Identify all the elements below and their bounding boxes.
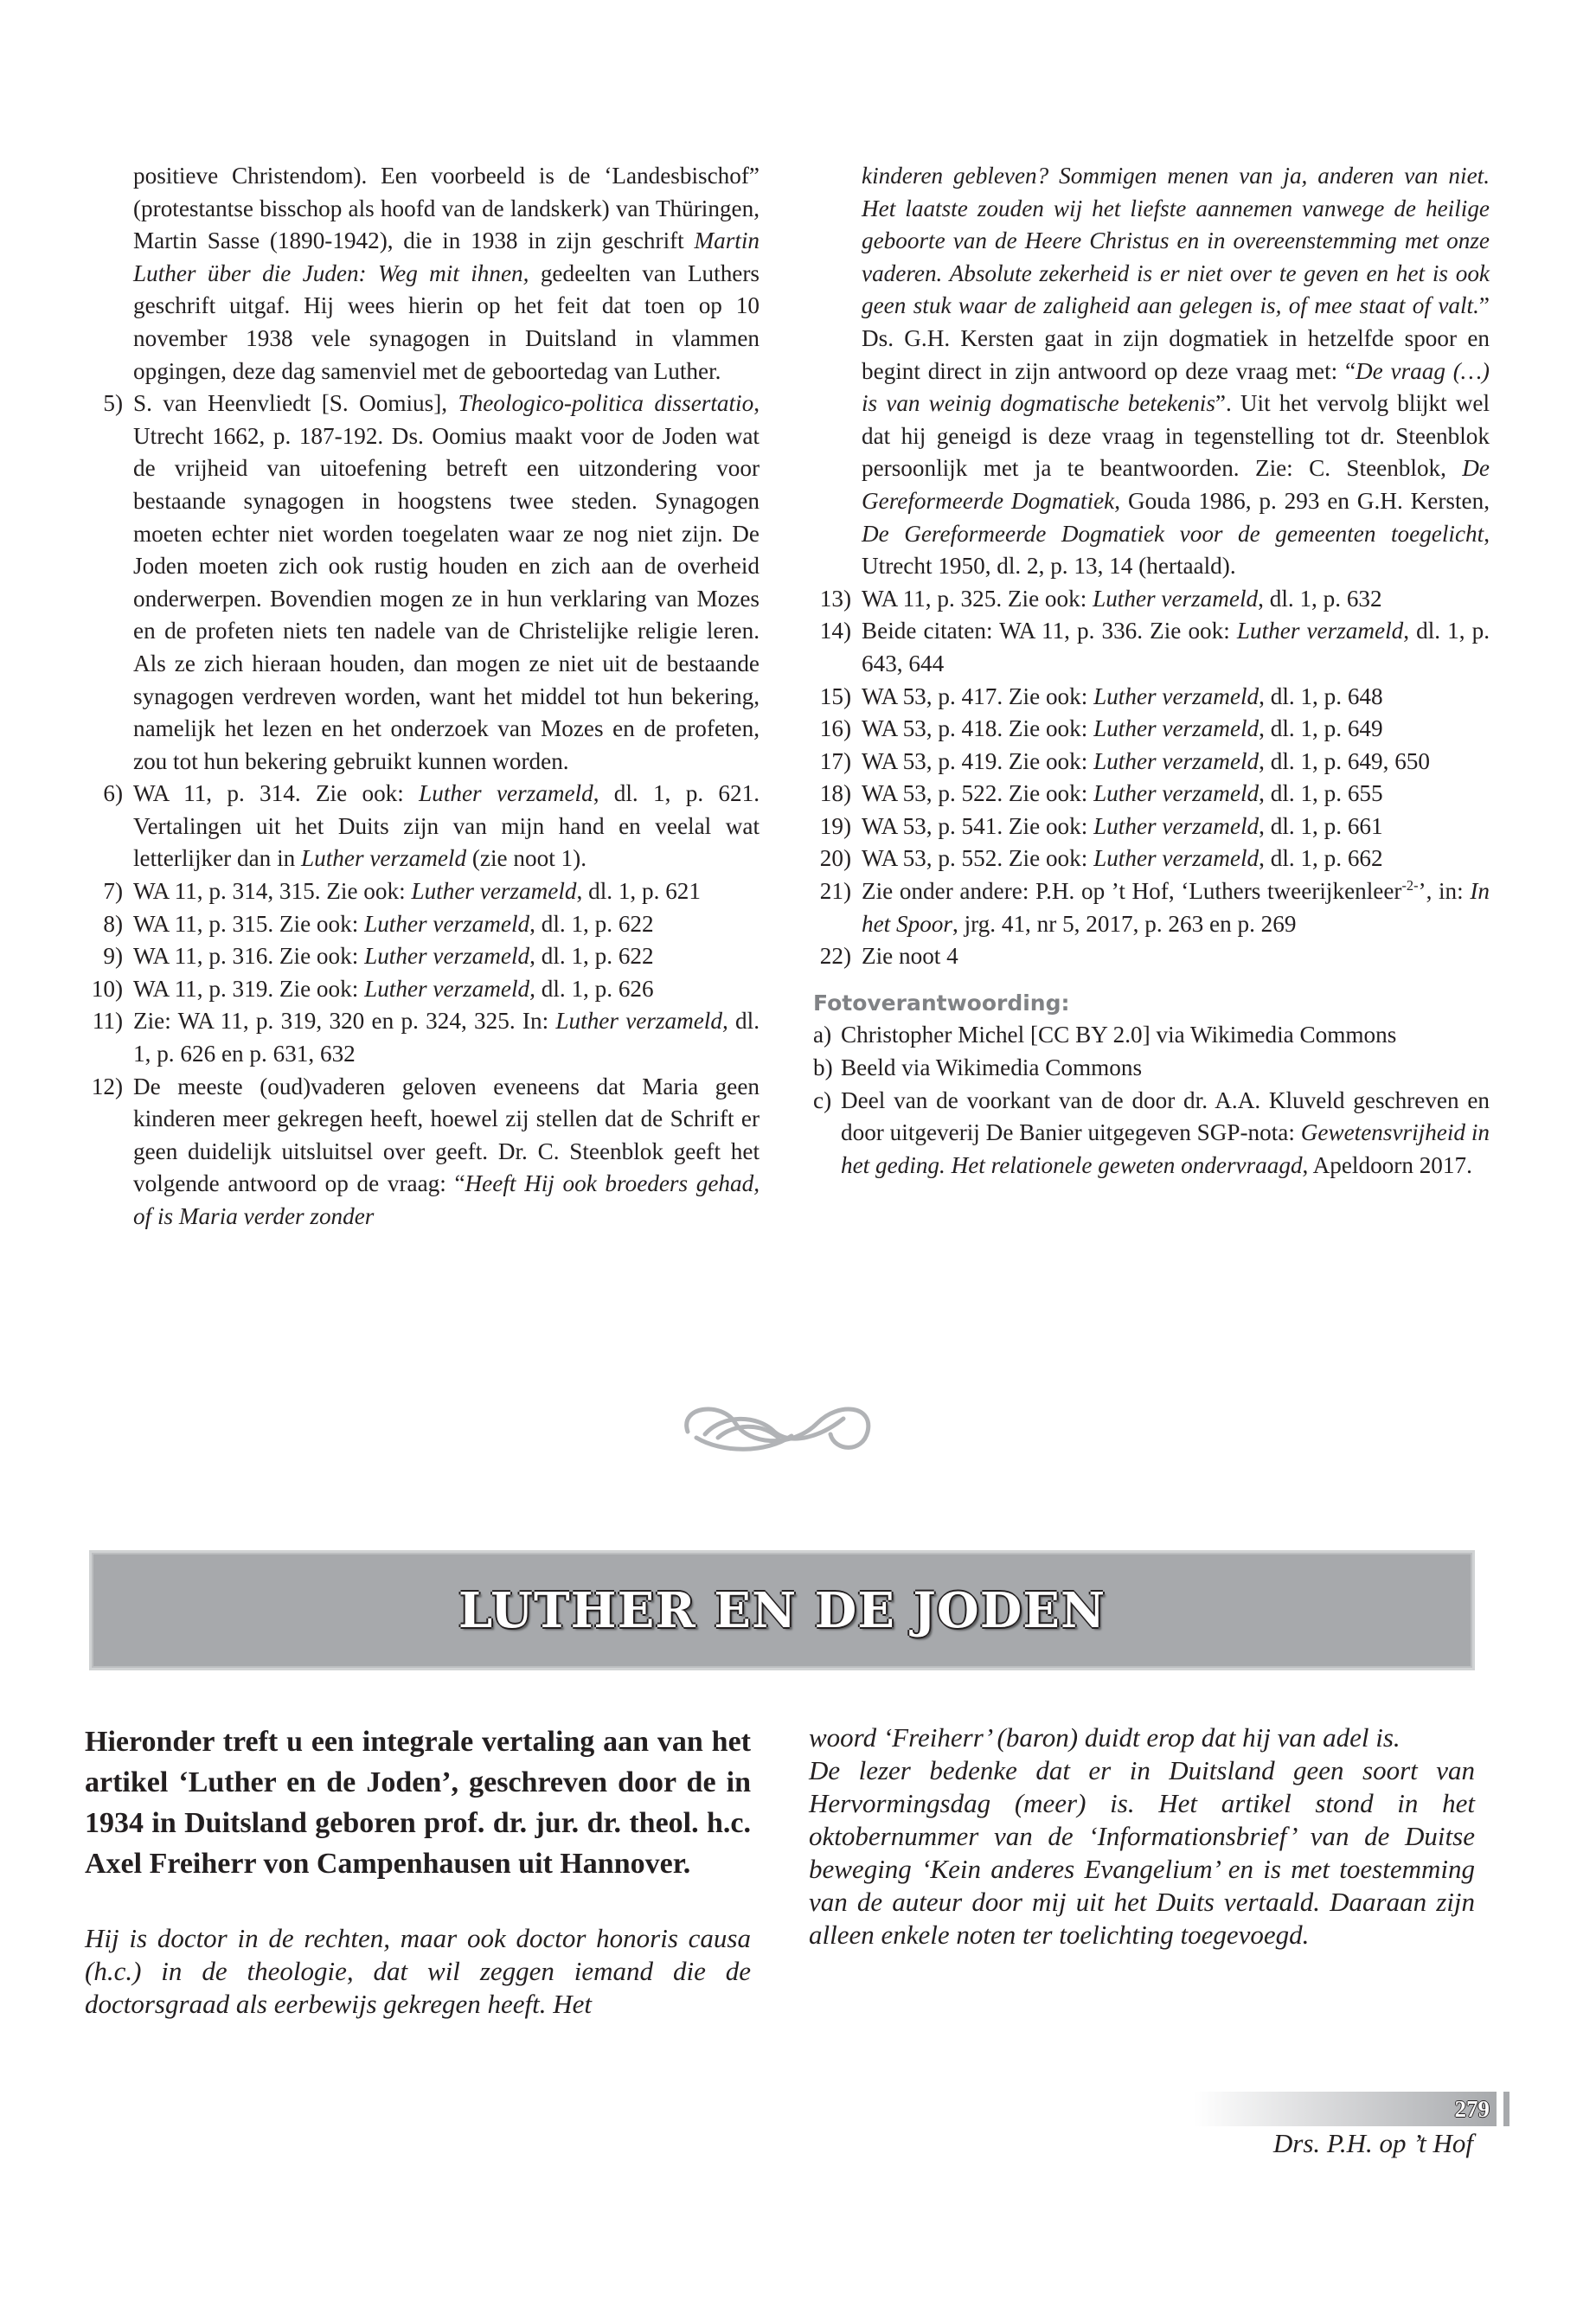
footnote [813, 713, 1490, 746]
text-run: WA 53, p. 418. Zie ook: [862, 715, 1094, 742]
intro-italic-paragraph-right-2: De lezer bedenke dat er in Duitsland geen soort van Hervormingsdag (meer) is. Het artikel stond in het oktobernummer van de ‘Informationsbrief’ van de Duitse beweging ‘Kein anderes Evangelium’ en is met toestemming van de auteur door mij uit het Duits vertaald. Daaraan zijn alleen enkele noten ter toelichting toegevoegd. [809, 1755, 1475, 1950]
footnote-number: 17) [819, 747, 851, 774]
text-run: WA 53, p. 419. Zie ook: [862, 747, 1094, 774]
footnote-12-continuation [813, 160, 1490, 583]
footnote [85, 908, 760, 941]
footnote-number: 15) [819, 683, 851, 709]
footnote-number: 19) [819, 812, 851, 839]
text-run: ”. Uit het vervolg blijkt wel dat hij geneigd is deze vraag in tegenstelling tot dr. Steenblok persoonlijk met ja te beantwoorden. Zie: C. Steenblok, [862, 390, 1490, 482]
photo-credit-label: c) [813, 1086, 832, 1113]
text-run: S. van Heenvliedt [S. Oomius], [133, 390, 458, 417]
photo-credit-text [841, 1019, 1490, 1052]
text-run: WA 53, p. 417. Zie ook: [862, 683, 1094, 709]
footnote [85, 940, 760, 973]
footnote [85, 1071, 760, 1234]
italic-text: Heeft Hij ook broeders gehad, of is Maria verder zonder [133, 1170, 760, 1229]
italic-text: kinderen gebleven? Sommigen menen van ja, anderen van niet. Het laatste zouden wij het liefste aannemen vanwege de heilige geboorte van de Heere Christus en in overeenstemming met onze vaderen. Absolute zekerheid is er niet over te geven en het is ook geen stuk waar de zaligheid aan gelegen is, of mee staat of valt. [862, 163, 1490, 319]
italic-text: Luther verzameld [1093, 780, 1259, 807]
footnote-text [133, 973, 760, 1006]
text-run: Zie: WA 11, p. 319, 320 en p. 324, 325. In: [133, 1008, 556, 1035]
text-run: WA 11, p. 314, 315. Zie ook: [133, 878, 412, 905]
photo-credits-heading: Fotoverantwoording: [813, 990, 1070, 1016]
italic-text: Luther verzameld [1093, 812, 1259, 839]
text-run: , Utrecht 1950, dl. 2, p. 13, 14 (hertaald). [862, 520, 1490, 580]
footnote-text [133, 940, 760, 973]
footnote [813, 811, 1490, 843]
footnote [85, 1005, 760, 1070]
footnote-text [862, 843, 1490, 875]
text-run: , dl. 1, p. 648 [1259, 683, 1383, 709]
text-run: , dl. 1, p. 622 [529, 943, 654, 970]
text-run: , dl. 1, p. 661 [1259, 812, 1383, 839]
text-run: Christopher Michel [CC BY 2.0] via Wikimedia Commons [841, 1022, 1397, 1048]
italic-text: Luther verzameld [301, 845, 467, 872]
text-run: ’, in: [1418, 878, 1471, 905]
footnote-text [133, 1005, 760, 1070]
footnote-text [862, 940, 1490, 973]
italic-text: Luther verzameld [1093, 845, 1259, 872]
text-run: Zie noot 4 [862, 943, 958, 970]
footnote [85, 778, 760, 875]
text-run: WA 53, p. 522. Zie ook: [862, 780, 1094, 807]
footnote-number: 22) [819, 943, 851, 970]
text-run: , dl. 1, p. 662 [1259, 845, 1383, 872]
footnote [85, 875, 760, 908]
text-run: Zie onder andere: P.H. op ’t Hof, ‘Luthers tweerijkenleer [862, 878, 1402, 905]
italic-text: Martin Luther über die Juden: Weg mit ihnen, [133, 228, 760, 286]
text-run: De meeste (oud)vaderen geloven eveneens dat Maria geen kinderen meer gekregen heeft, hoewel zij stellen dat de Schrift er geen duidelijk uitsluitsel over geeft. Dr. C. Steenblok geeft het volgende antwoord op de vraag: “ [133, 1073, 760, 1197]
photo-credit-label: b) [813, 1054, 833, 1081]
decorative-flourish-ornament [670, 1384, 887, 1462]
text-run: , dl. 1, p. 655 [1259, 780, 1383, 807]
text-run: , dl. 1, p. 649, 650 [1259, 747, 1430, 774]
text-run: positieve Christendom). Een voorbeeld is de ‘Landesbischof” (protestantse bisschop als hoofd van de landskerk) van Thüringen, Martin Sasse (1890-1942), die in 1938 in zijn geschrift [133, 163, 760, 254]
footnote-number: 13) [819, 585, 851, 612]
text-run: dl. 1, p. 626 [535, 975, 654, 1002]
footnote [813, 940, 1490, 973]
footnote [813, 843, 1490, 875]
photo-credits-list [813, 1019, 1490, 1182]
text-run: ” Ds. G.H. Kersten gaat in zijn dogmatiek in hetzelfde spoor en begint direct in zijn antwoord op deze vraag met: “ [862, 292, 1490, 384]
footnote-text [133, 388, 760, 778]
footnote-number: 10) [91, 975, 123, 1002]
text-run: Beeld via Wikimedia Commons [841, 1054, 1143, 1081]
footnote-number: 14) [819, 618, 851, 644]
text-run: WA 11, p. 319. Zie ook: [133, 975, 365, 1002]
text-run: Beide citaten: WA 11, p. 336. Zie ook: [862, 618, 1237, 644]
footnote-text [133, 908, 760, 941]
italic-text: Luther verzameld [1093, 683, 1259, 709]
italic-text: Luther verzameld, [555, 1008, 728, 1035]
text-run: , Gouda 1986, p. 293 en G.H. Kersten, [1114, 487, 1490, 514]
footnote-number: 21) [819, 878, 851, 905]
text-run: WA 11, p. 315. Zie ook: [133, 910, 365, 937]
italic-text: Luther verzameld [364, 943, 530, 970]
footnote-text [133, 778, 760, 875]
footnote [813, 583, 1490, 616]
text-run: WA 11, p. 316. Zie ook: [133, 943, 365, 970]
italic-text: Luther verzameld [364, 910, 530, 937]
footnote-text [862, 875, 1490, 940]
text-run: , Apeldoorn 2017. [1302, 1151, 1472, 1178]
footnote-number: 8) [103, 910, 123, 937]
footnote [813, 778, 1490, 811]
intro-lead-paragraph: Hieronder treft u een integrale vertaling aan van het artikel ‘Luther en de Joden’, geschreven door de in 1934 in Duitsland geboren prof. dr. jur. dr. theol. h.c. Axel Freiherr von Campenhausen uit Hannover. [85, 1726, 751, 1880]
footnote-text [862, 811, 1490, 843]
italic-text: De Gereformeerde Dogmatiek [862, 455, 1490, 514]
text-run: , dl. 1, p. 643, 644 [862, 618, 1490, 676]
italic-text: Luther verzameld [1093, 747, 1259, 774]
footnote-number: 9) [103, 943, 123, 970]
footnote [813, 746, 1490, 779]
italic-text: Luther verzameld [1236, 618, 1404, 644]
footnote [813, 615, 1490, 680]
italic-text: Luther verzameld [1093, 585, 1259, 612]
footnote [85, 973, 760, 1006]
footnote-number: 12) [91, 1073, 123, 1099]
italic-text: In het Spoor [862, 878, 1490, 937]
footnote-text [133, 1071, 760, 1234]
italic-text: De Gereformeerde Dogmatiek voor de gemeenten toegelicht [862, 520, 1484, 547]
intro-italic-paragraph-left: Hij is doctor in de rechten, maar ook doctor honoris causa (h.c.) in de theologie, dat wil zeggen iemand die de doctorsgraad als eerbewijs gekregen heeft. Het [85, 1923, 751, 2019]
footnote-number: 6) [103, 780, 123, 807]
text-run: (zie noot 1). [466, 845, 586, 872]
footnote-text [133, 875, 760, 908]
footnote-number: 20) [819, 845, 851, 872]
footnote [813, 681, 1490, 714]
text-run: , dl. 1, p. 621. Vertalingen uit het Duits zijn van mijn hand en veelal wat letterlijker dan in [133, 780, 760, 872]
footnotes-right-column [813, 160, 1490, 1182]
intro-italic-paragraph-right-1: woord ‘Freiherr’ (baron) duidt erop dat hij van adel is. [809, 1722, 1401, 1753]
text-run: dl. 1, p. 626 en p. 631, 632 [133, 1008, 760, 1067]
footnote-text [862, 583, 1490, 616]
text-run: , dl. 1, p. 621 [576, 878, 701, 905]
article-title: LUTHER EN DE JODEN [458, 1581, 1106, 1639]
article-title-banner [89, 1550, 1475, 1670]
photo-credit-label: a) [813, 1022, 832, 1048]
photo-credit-item [813, 1085, 1490, 1183]
footnote-text [862, 713, 1490, 746]
text-run: WA 11, p. 314. Zie ook: [133, 780, 420, 807]
footnote-text [862, 681, 1490, 714]
footnote [85, 388, 760, 778]
text-run: , dl. 1, p. 632 [1258, 585, 1382, 612]
footnote-text [862, 615, 1490, 680]
footnote-4-continuation [85, 160, 760, 388]
text-run: WA 53, p. 541. Zie ook: [862, 812, 1094, 839]
italic-text: Gewetensvrijheid in het geding. Het relationele geweten ondervraagd [841, 1119, 1490, 1178]
page-footer-end-mark [1503, 2092, 1509, 2126]
text-run: WA 53, p. 552. Zie ook: [862, 845, 1094, 872]
photo-credit-text [841, 1085, 1490, 1183]
italic-text: Luther verzameld [419, 780, 593, 807]
page-number: 279 [1454, 2096, 1490, 2122]
photo-credit-item [813, 1019, 1490, 1052]
italic-text: Luther verzameld [411, 878, 577, 905]
italic-text: De vraag (…) is van weinig dogmatische betekenis [862, 357, 1490, 417]
text-run: Deel van de voorkant van de door dr. A.A. Kluveld geschreven en door uitgeverij De Banier uitgegeven SGP-nota: [841, 1086, 1490, 1146]
italic-text: Theologico-politica dissertatio [458, 390, 754, 417]
photo-credit-text [841, 1052, 1490, 1085]
footnote-number: 11) [92, 1008, 123, 1035]
text-run: , dl. 1, p. 649 [1259, 715, 1383, 742]
footnote-text [862, 746, 1490, 779]
footnote-text [862, 778, 1490, 811]
footnote-number: 7) [103, 878, 123, 905]
footnotes-left-column [85, 160, 760, 1234]
text-run: , jrg. 41, nr 5, 2017, p. 263 en p. 269 [952, 910, 1297, 937]
intro-italic-right-column [809, 1721, 1475, 1952]
text-run: WA 11, p. 325. Zie ook: [862, 585, 1093, 612]
footnotes-list-right [813, 583, 1490, 973]
text-run: gedeelten van Luthers geschrift uitgaf. Hij wees hierin op het feit dat toen op 10 november 1938 vele synagogen in Duitsland in vlammen opgingen, deze dag samenviel met de geboortedag van Luther. [133, 260, 760, 384]
text-run: , Utrecht 1662, p. 187-192. Ds. Oomius maakt voor de Joden wat de vrijheid van uitoefening betreft een uitzondering voor bestaande synagogen in hoogstens twee steden. Synagogen moeten echter niet worden toegelaten waar ze nog niet zijn. De Joden moeten zich ook rustig houden en zich aan de overheid onderwerpen. Bovendien mogen ze in hun verklaring van Mozes en de profeten niets ten nadele van de Christelijke religie leren. Als ze zich hieraan houden, dan mogen ze niet uit de bestaande synagogen verdreven worden, want het middel tot hun bekering, namelijk het lezen en het onderzoek van Mozes en de profeten, zou tot hun bekering gebruikt kunnen worden. [133, 390, 760, 774]
text-run: , dl. 1, p. 622 [529, 910, 654, 937]
photo-credit-item [813, 1052, 1490, 1085]
footnote [813, 875, 1490, 940]
footnote-number: 16) [819, 715, 851, 742]
footnotes-list-left [85, 388, 760, 1233]
superscript-text: -2- [1401, 877, 1419, 894]
italic-text: Luther verzameld, [364, 975, 535, 1002]
italic-text: Luther verzameld [1093, 715, 1259, 742]
footnote-number: 18) [819, 780, 851, 807]
author-signature: Drs. P.H. op ’t Hof [1272, 2128, 1473, 2158]
footnote-number: 5) [103, 390, 123, 417]
